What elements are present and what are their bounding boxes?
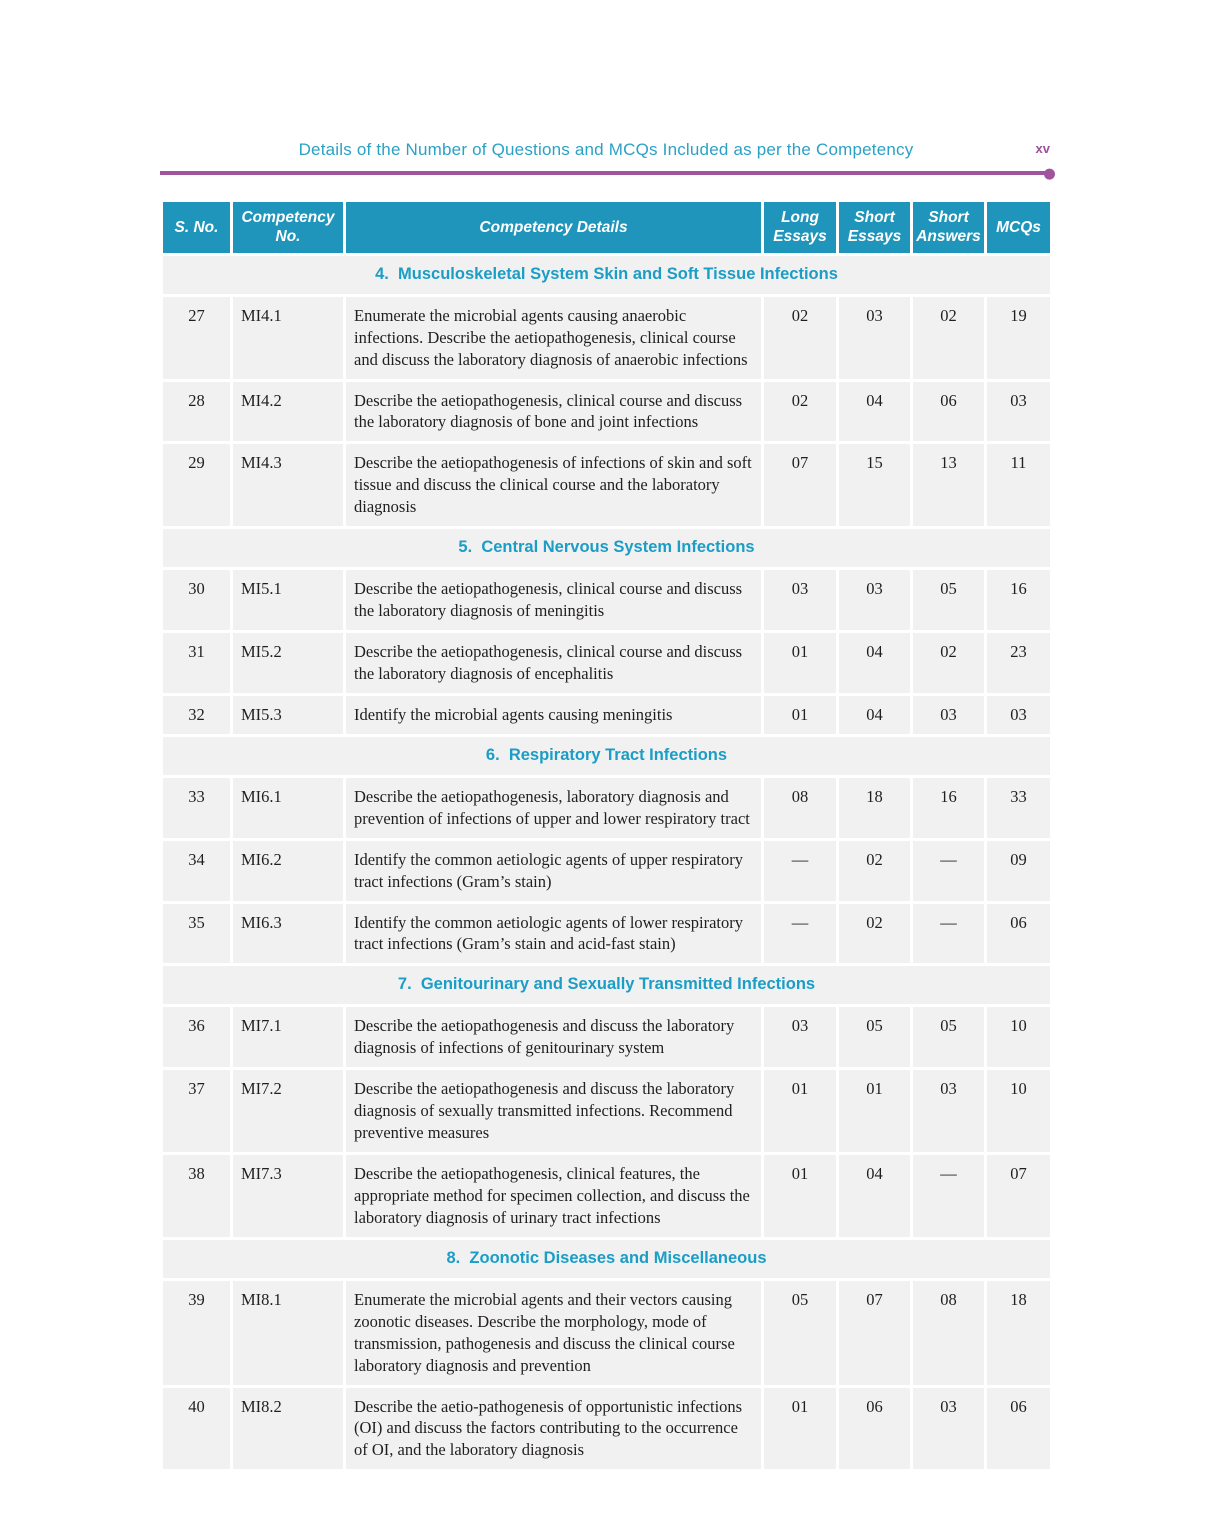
table-row	[162, 380, 1052, 443]
row-long-essays: 05	[763, 1279, 838, 1386]
row-short-essays: 01	[838, 1069, 912, 1154]
row-serial-number: 39	[162, 1279, 232, 1386]
row-competency-details: Describe the aetiopathogenesis of infections of skin and soft tissue and discuss the clinical course and the laboratory diagnosis	[345, 443, 763, 528]
row-short-essays: 18	[838, 776, 912, 839]
row-serial-number: 28	[162, 380, 232, 443]
page-header	[160, 140, 1052, 162]
row-short-answers: 02	[912, 295, 986, 380]
row-short-essays: 07	[838, 1279, 912, 1386]
row-long-essays: —	[763, 839, 838, 902]
row-short-answers: 03	[912, 1069, 986, 1154]
row-competency-details: Describe the aetiopathogenesis, clinical features, the appropriate method for specimen collection, and discuss the laboratory diagnosis of urinary tract infections	[345, 1154, 763, 1239]
section-title: 4. Musculoskeletal System Skin and Soft Tissue Infections	[162, 254, 1052, 295]
row-long-essays: 03	[763, 569, 838, 632]
table-row	[162, 1154, 1052, 1239]
row-short-answers: 16	[912, 776, 986, 839]
row-short-answers: 03	[912, 694, 986, 735]
row-long-essays: 08	[763, 776, 838, 839]
col-header-competency-details: Competency Details	[345, 201, 763, 255]
row-competency-number: MI5.2	[232, 632, 345, 695]
row-short-essays: 04	[838, 632, 912, 695]
row-competency-details: Identify the common aetiologic agents of lower respiratory tract infections (Gram’s stain and acid-fast stain)	[345, 902, 763, 965]
row-short-essays: 03	[838, 295, 912, 380]
row-short-essays: 06	[838, 1386, 912, 1471]
row-serial-number: 30	[162, 569, 232, 632]
row-competency-number: MI8.2	[232, 1386, 345, 1471]
row-mcqs: 03	[986, 380, 1052, 443]
row-serial-number: 32	[162, 694, 232, 735]
row-competency-details: Describe the aetiopathogenesis and discuss the laboratory diagnosis of sexually transmitted infections. Recommend preventive measures	[345, 1069, 763, 1154]
running-head-title: Details of the Number of Questions and MCQs Included as per the Competency	[298, 140, 914, 159]
table-row	[162, 902, 1052, 965]
row-competency-number: MI7.2	[232, 1069, 345, 1154]
table-row	[162, 1069, 1052, 1154]
competency-table	[160, 199, 1053, 1472]
table-row	[162, 776, 1052, 839]
row-mcqs: 10	[986, 1006, 1052, 1069]
row-competency-number: MI8.1	[232, 1279, 345, 1386]
row-competency-details: Describe the aetiopathogenesis, clinical course and discuss the laboratory diagnosis of meningitis	[345, 569, 763, 632]
row-mcqs: 09	[986, 839, 1052, 902]
section-title: 8. Zoonotic Diseases and Miscellaneous	[162, 1238, 1052, 1279]
table-row	[162, 839, 1052, 902]
col-header-long-essays: Long Essays	[763, 201, 838, 255]
row-long-essays: 02	[763, 380, 838, 443]
row-serial-number: 36	[162, 1006, 232, 1069]
row-mcqs: 11	[986, 443, 1052, 528]
section-row	[162, 965, 1052, 1006]
row-competency-details: Describe the aetiopathogenesis and discuss the laboratory diagnosis of infections of genitourinary system	[345, 1006, 763, 1069]
row-long-essays: 07	[763, 443, 838, 528]
row-long-essays: 01	[763, 1069, 838, 1154]
rule-end-dot	[1044, 169, 1055, 180]
col-header-short-answers: Short Answers	[912, 201, 986, 255]
row-competency-details: Enumerate the microbial agents causing anaerobic infections. Describe the aetiopathogenesis, clinical course and discuss the laboratory diagnosis of anaerobic infections	[345, 295, 763, 380]
row-short-essays: 15	[838, 443, 912, 528]
row-mcqs: 18	[986, 1279, 1052, 1386]
row-mcqs: 23	[986, 632, 1052, 695]
row-competency-number: MI5.1	[232, 569, 345, 632]
row-serial-number: 37	[162, 1069, 232, 1154]
row-short-answers: —	[912, 1154, 986, 1239]
table-row	[162, 632, 1052, 695]
row-competency-details: Identify the common aetiologic agents of upper respiratory tract infections (Gram’s stain)	[345, 839, 763, 902]
row-competency-details: Identify the microbial agents causing meningitis	[345, 694, 763, 735]
row-long-essays: —	[763, 902, 838, 965]
row-serial-number: 29	[162, 443, 232, 528]
row-serial-number: 35	[162, 902, 232, 965]
table-row	[162, 295, 1052, 380]
row-competency-details: Describe the aetiopathogenesis, clinical course and discuss the laboratory diagnosis of encephalitis	[345, 632, 763, 695]
row-short-answers: —	[912, 839, 986, 902]
row-short-answers: —	[912, 902, 986, 965]
row-competency-details: Describe the aetio-pathogenesis of opportunistic infections (OI) and discuss the factors contributing to the occurrence of OI, and the laboratory diagnosis	[345, 1386, 763, 1471]
row-short-essays: 02	[838, 902, 912, 965]
col-header-s-no: S. No.	[162, 201, 232, 255]
row-short-essays: 03	[838, 569, 912, 632]
row-serial-number: 34	[162, 839, 232, 902]
row-serial-number: 27	[162, 295, 232, 380]
row-long-essays: 01	[763, 632, 838, 695]
row-mcqs: 06	[986, 1386, 1052, 1471]
section-row	[162, 254, 1052, 295]
row-serial-number: 33	[162, 776, 232, 839]
row-serial-number: 40	[162, 1386, 232, 1471]
section-title: 7. Genitourinary and Sexually Transmitted Infections	[162, 965, 1052, 1006]
row-short-essays: 04	[838, 1154, 912, 1239]
row-competency-number: MI4.2	[232, 380, 345, 443]
table-row	[162, 1279, 1052, 1386]
row-short-answers: 06	[912, 380, 986, 443]
section-title: 5. Central Nervous System Infections	[162, 528, 1052, 569]
row-competency-number: MI4.1	[232, 295, 345, 380]
row-competency-number: MI6.2	[232, 839, 345, 902]
table-row	[162, 694, 1052, 735]
col-header-short-essays: Short Essays	[838, 201, 912, 255]
section-row	[162, 528, 1052, 569]
row-competency-number: MI4.3	[232, 443, 345, 528]
section-row	[162, 1238, 1052, 1279]
row-short-essays: 04	[838, 380, 912, 443]
row-competency-number: MI5.3	[232, 694, 345, 735]
row-short-answers: 02	[912, 632, 986, 695]
table-row	[162, 1386, 1052, 1471]
row-long-essays: 02	[763, 295, 838, 380]
table-body	[162, 254, 1052, 1471]
row-competency-number: MI7.1	[232, 1006, 345, 1069]
row-serial-number: 38	[162, 1154, 232, 1239]
row-short-essays: 04	[838, 694, 912, 735]
row-short-essays: 02	[838, 839, 912, 902]
row-mcqs: 07	[986, 1154, 1052, 1239]
table-row	[162, 443, 1052, 528]
table-row	[162, 1006, 1052, 1069]
row-short-answers: 08	[912, 1279, 986, 1386]
col-header-mcqs: MCQs	[986, 201, 1052, 255]
header-rule	[160, 171, 1052, 175]
section-title: 6. Respiratory Tract Infections	[162, 735, 1052, 776]
row-long-essays: 01	[763, 1154, 838, 1239]
row-mcqs: 03	[986, 694, 1052, 735]
row-competency-number: MI6.3	[232, 902, 345, 965]
row-short-essays: 05	[838, 1006, 912, 1069]
table-header-row	[162, 201, 1052, 255]
section-row	[162, 735, 1052, 776]
row-competency-details: Describe the aetiopathogenesis, clinical course and discuss the laboratory diagnosis of bone and joint infections	[345, 380, 763, 443]
row-competency-number: MI7.3	[232, 1154, 345, 1239]
row-mcqs: 19	[986, 295, 1052, 380]
row-competency-details: Enumerate the microbial agents and their vectors causing zoonotic diseases. Describe the morphology, mode of transmission, pathogenesis and discuss the clinical course laboratory diagnosis and prevention	[345, 1279, 763, 1386]
row-mcqs: 16	[986, 569, 1052, 632]
row-long-essays: 01	[763, 1386, 838, 1471]
row-mcqs: 33	[986, 776, 1052, 839]
row-short-answers: 13	[912, 443, 986, 528]
page-number: xv	[1035, 141, 1050, 156]
row-short-answers: 03	[912, 1386, 986, 1471]
table-row	[162, 569, 1052, 632]
col-header-competency-no: Competency No.	[232, 201, 345, 255]
row-short-answers: 05	[912, 569, 986, 632]
row-serial-number: 31	[162, 632, 232, 695]
row-long-essays: 03	[763, 1006, 838, 1069]
row-long-essays: 01	[763, 694, 838, 735]
row-mcqs: 10	[986, 1069, 1052, 1154]
row-mcqs: 06	[986, 902, 1052, 965]
row-competency-details: Describe the aetiopathogenesis, laboratory diagnosis and prevention of infections of upper and lower respiratory tract	[345, 776, 763, 839]
row-short-answers: 05	[912, 1006, 986, 1069]
row-competency-number: MI6.1	[232, 776, 345, 839]
